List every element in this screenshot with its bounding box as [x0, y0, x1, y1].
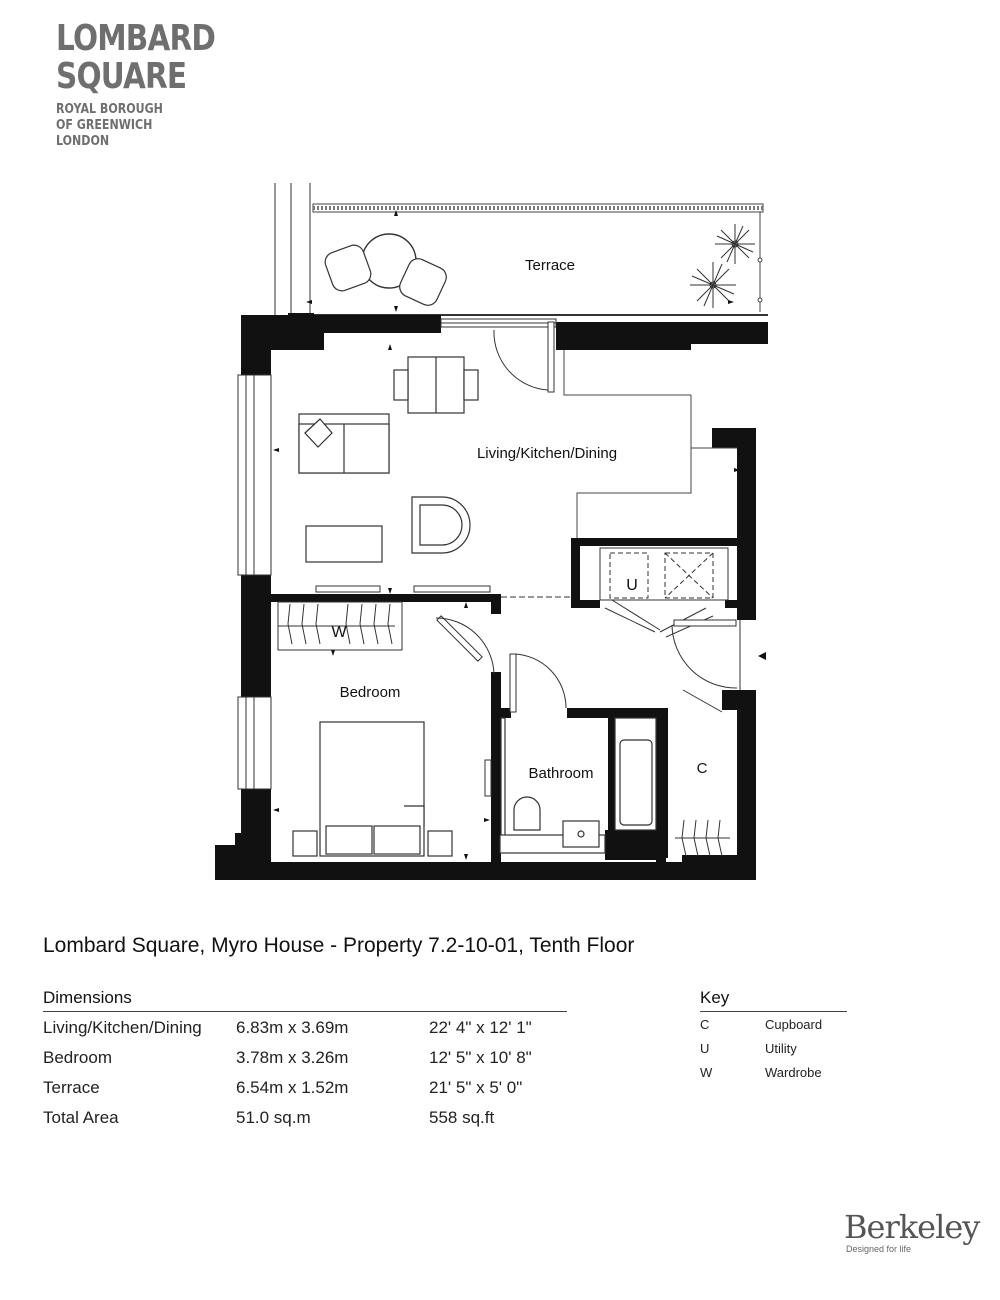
brand-name: Berkeley [844, 1208, 980, 1246]
dimensions-heading: Dimensions [43, 988, 567, 1012]
room-metric: 3.78m x 3.26m [236, 1048, 349, 1067]
key-meaning: Utility [765, 1041, 797, 1056]
kitchen-units [564, 350, 737, 538]
room-metric: 6.54m x 1.52m [236, 1078, 349, 1097]
label-bedroom: Bedroom [339, 684, 401, 701]
key-code: C [700, 1017, 710, 1032]
cupboard-rail [675, 820, 730, 856]
room-imperial: 558 sq.ft [429, 1108, 495, 1127]
property-title: Lombard Square, Myro House - Property 7.2-10-01, Tenth Floor [43, 934, 635, 957]
room-metric: 6.83m x 3.69m [236, 1018, 349, 1037]
table-row [43, 1102, 567, 1132]
key-meaning: Cupboard [765, 1017, 823, 1032]
label-wardrobe: W [331, 624, 347, 641]
table-row [43, 1072, 567, 1102]
double-bed [293, 722, 452, 856]
table-row [43, 1012, 567, 1042]
room-name: Living/Kitchen/Dining [43, 1018, 202, 1037]
label-terrace: Terrace [524, 257, 576, 274]
logo-sub-borough: ROYAL BOROUGH [56, 102, 163, 117]
terrace-area [275, 183, 768, 320]
room-name: Terrace [43, 1078, 100, 1097]
key-heading: Key [700, 988, 847, 1012]
room-imperial: 12' 5" x 10' 8" [429, 1048, 532, 1067]
radiator [485, 760, 491, 796]
berkeley-logo [844, 1210, 979, 1254]
list-item [700, 1036, 847, 1060]
dimensions-table [43, 988, 567, 1132]
label-utility: U [626, 577, 638, 594]
label-bathroom: Bathroom [528, 765, 594, 782]
room-name: Total Area [43, 1108, 119, 1127]
logo-sub-greenwich: OF GREENWICH [56, 118, 153, 133]
brand-tagline: Designed for life [846, 1244, 912, 1254]
list-item [700, 1012, 847, 1036]
media-unit [414, 586, 490, 592]
coffee-table [306, 526, 382, 562]
table-row [43, 1042, 567, 1072]
logo-line-lombard: LOMBARD [56, 18, 216, 59]
logo-line-square: SQUARE [56, 56, 187, 97]
logo-sub-london: LONDON [56, 134, 110, 149]
dining-table [394, 357, 478, 413]
room-name: Bedroom [43, 1048, 112, 1067]
room-metric: 51.0 sq.m [236, 1108, 311, 1127]
key-legend [700, 988, 847, 1084]
list-item [700, 1060, 847, 1084]
room-imperial: 22' 4" x 12' 1" [429, 1018, 532, 1037]
room-imperial: 21' 5" x 5' 0" [429, 1078, 523, 1097]
key-code: U [700, 1041, 710, 1056]
label-cupboard: C [696, 760, 708, 777]
media-unit [316, 586, 380, 592]
doors [436, 322, 737, 712]
utility-cupboard [600, 548, 728, 600]
key-meaning: Wardrobe [765, 1065, 822, 1080]
plant-icon [690, 224, 755, 308]
armchair [412, 497, 470, 553]
label-living-kitchen-dining: Living/Kitchen/Dining [476, 445, 618, 462]
key-code: W [700, 1065, 713, 1080]
sofa [299, 414, 389, 473]
